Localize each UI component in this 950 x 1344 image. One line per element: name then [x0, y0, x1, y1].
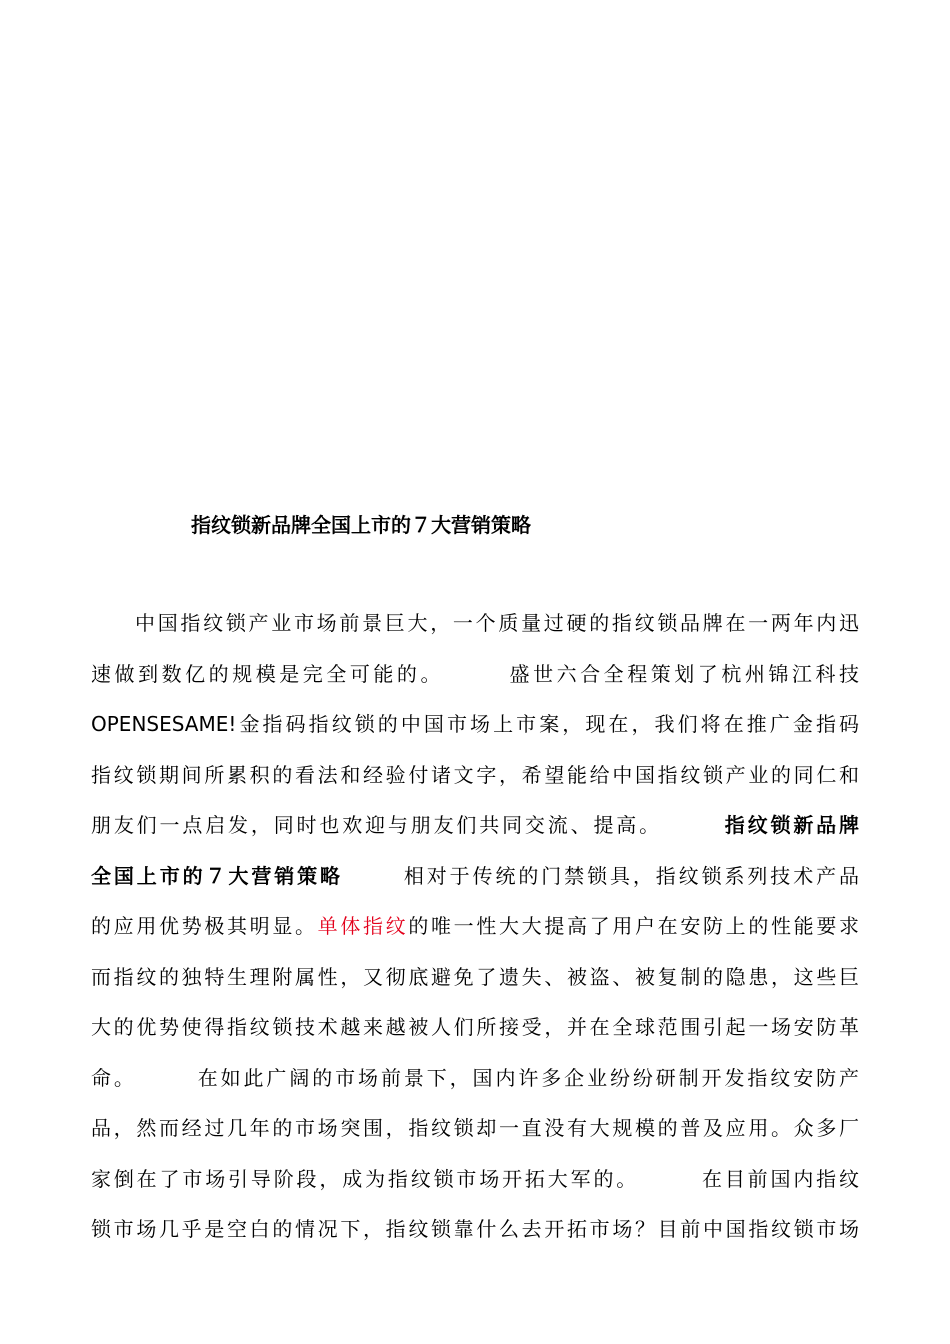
paragraph-line	[91, 1204, 859, 1254]
paragraph-line	[91, 800, 859, 850]
paragraph-line	[91, 699, 859, 749]
document-title: 指纹锁新品牌全国上市的７大营销策略	[191, 513, 531, 537]
text-run: 而指纹的独特生理附属性，又彻底避免了遗失、被盗、被复制的隐患，这些巨	[91, 964, 859, 989]
text-run: 大的优势使得指纹锁技术越来越被人们所接受，并在全球范围引起一场安防革	[91, 1015, 859, 1039]
paragraph-line	[91, 851, 859, 901]
text-run: 速做到数亿的规模是完全可能的。	[91, 661, 444, 686]
paragraph-line	[91, 952, 859, 1002]
text-run: 的应用优势极其明显。	[91, 914, 318, 938]
paragraph-line	[91, 1154, 859, 1204]
text-run: 在如此广阔的市场前景下，国内许多企业纷纷研制开发指纹安防产	[194, 1065, 860, 1090]
text-run: 家倒在了市场引导阶段，成为指纹锁市场开拓大军的。	[91, 1166, 640, 1191]
paragraph-line	[91, 1053, 859, 1103]
paragraph-line	[91, 1103, 859, 1153]
text-run: OPENSESAME!金指码指纹锁的中国市场上市案，现在，我们将在推广金指码	[91, 712, 859, 736]
text-run: 指纹锁期间所累积的看法和经验付诸文字，希望能给中国指纹锁产业的同仁和	[91, 762, 859, 787]
paragraph-line	[91, 901, 859, 951]
text-run: 中国指纹锁产业市场前景巨大，一个质量过硬的指纹锁品牌在一两年内迅	[135, 611, 859, 635]
paragraph-line	[91, 750, 859, 800]
text-run: 品，然而经过几年的市场突围，指纹锁却一直没有大规模的普及应用。众多厂	[91, 1116, 859, 1140]
text-run: 在目前国内指纹	[699, 1166, 860, 1191]
inline-heading: 指纹锁新品牌	[721, 813, 860, 837]
text-run: 盛世六合全程策划了杭州锦江科技	[506, 661, 859, 686]
inline-heading: 全国上市的７大营销策略	[91, 863, 343, 888]
text-run: 朋友们一点启发，同时也欢迎与朋友们共同交流、提高。	[91, 813, 662, 837]
text-run: 的唯一性大大提高了用户在安防上的性能要求	[408, 914, 860, 938]
paragraph-line	[91, 649, 859, 699]
paragraph-line	[91, 1002, 859, 1052]
text-run: 相对于传统的门禁锁具，指纹锁系列技术产品	[400, 863, 860, 888]
text-run: 锁市场几乎是空白的情况下，指纹锁靠什么去开拓市场？目前中国指纹锁市场	[91, 1217, 859, 1241]
paragraph-line	[135, 598, 859, 648]
text-run: 命。	[91, 1065, 137, 1090]
highlighted-term: 单体指纹	[317, 914, 409, 938]
